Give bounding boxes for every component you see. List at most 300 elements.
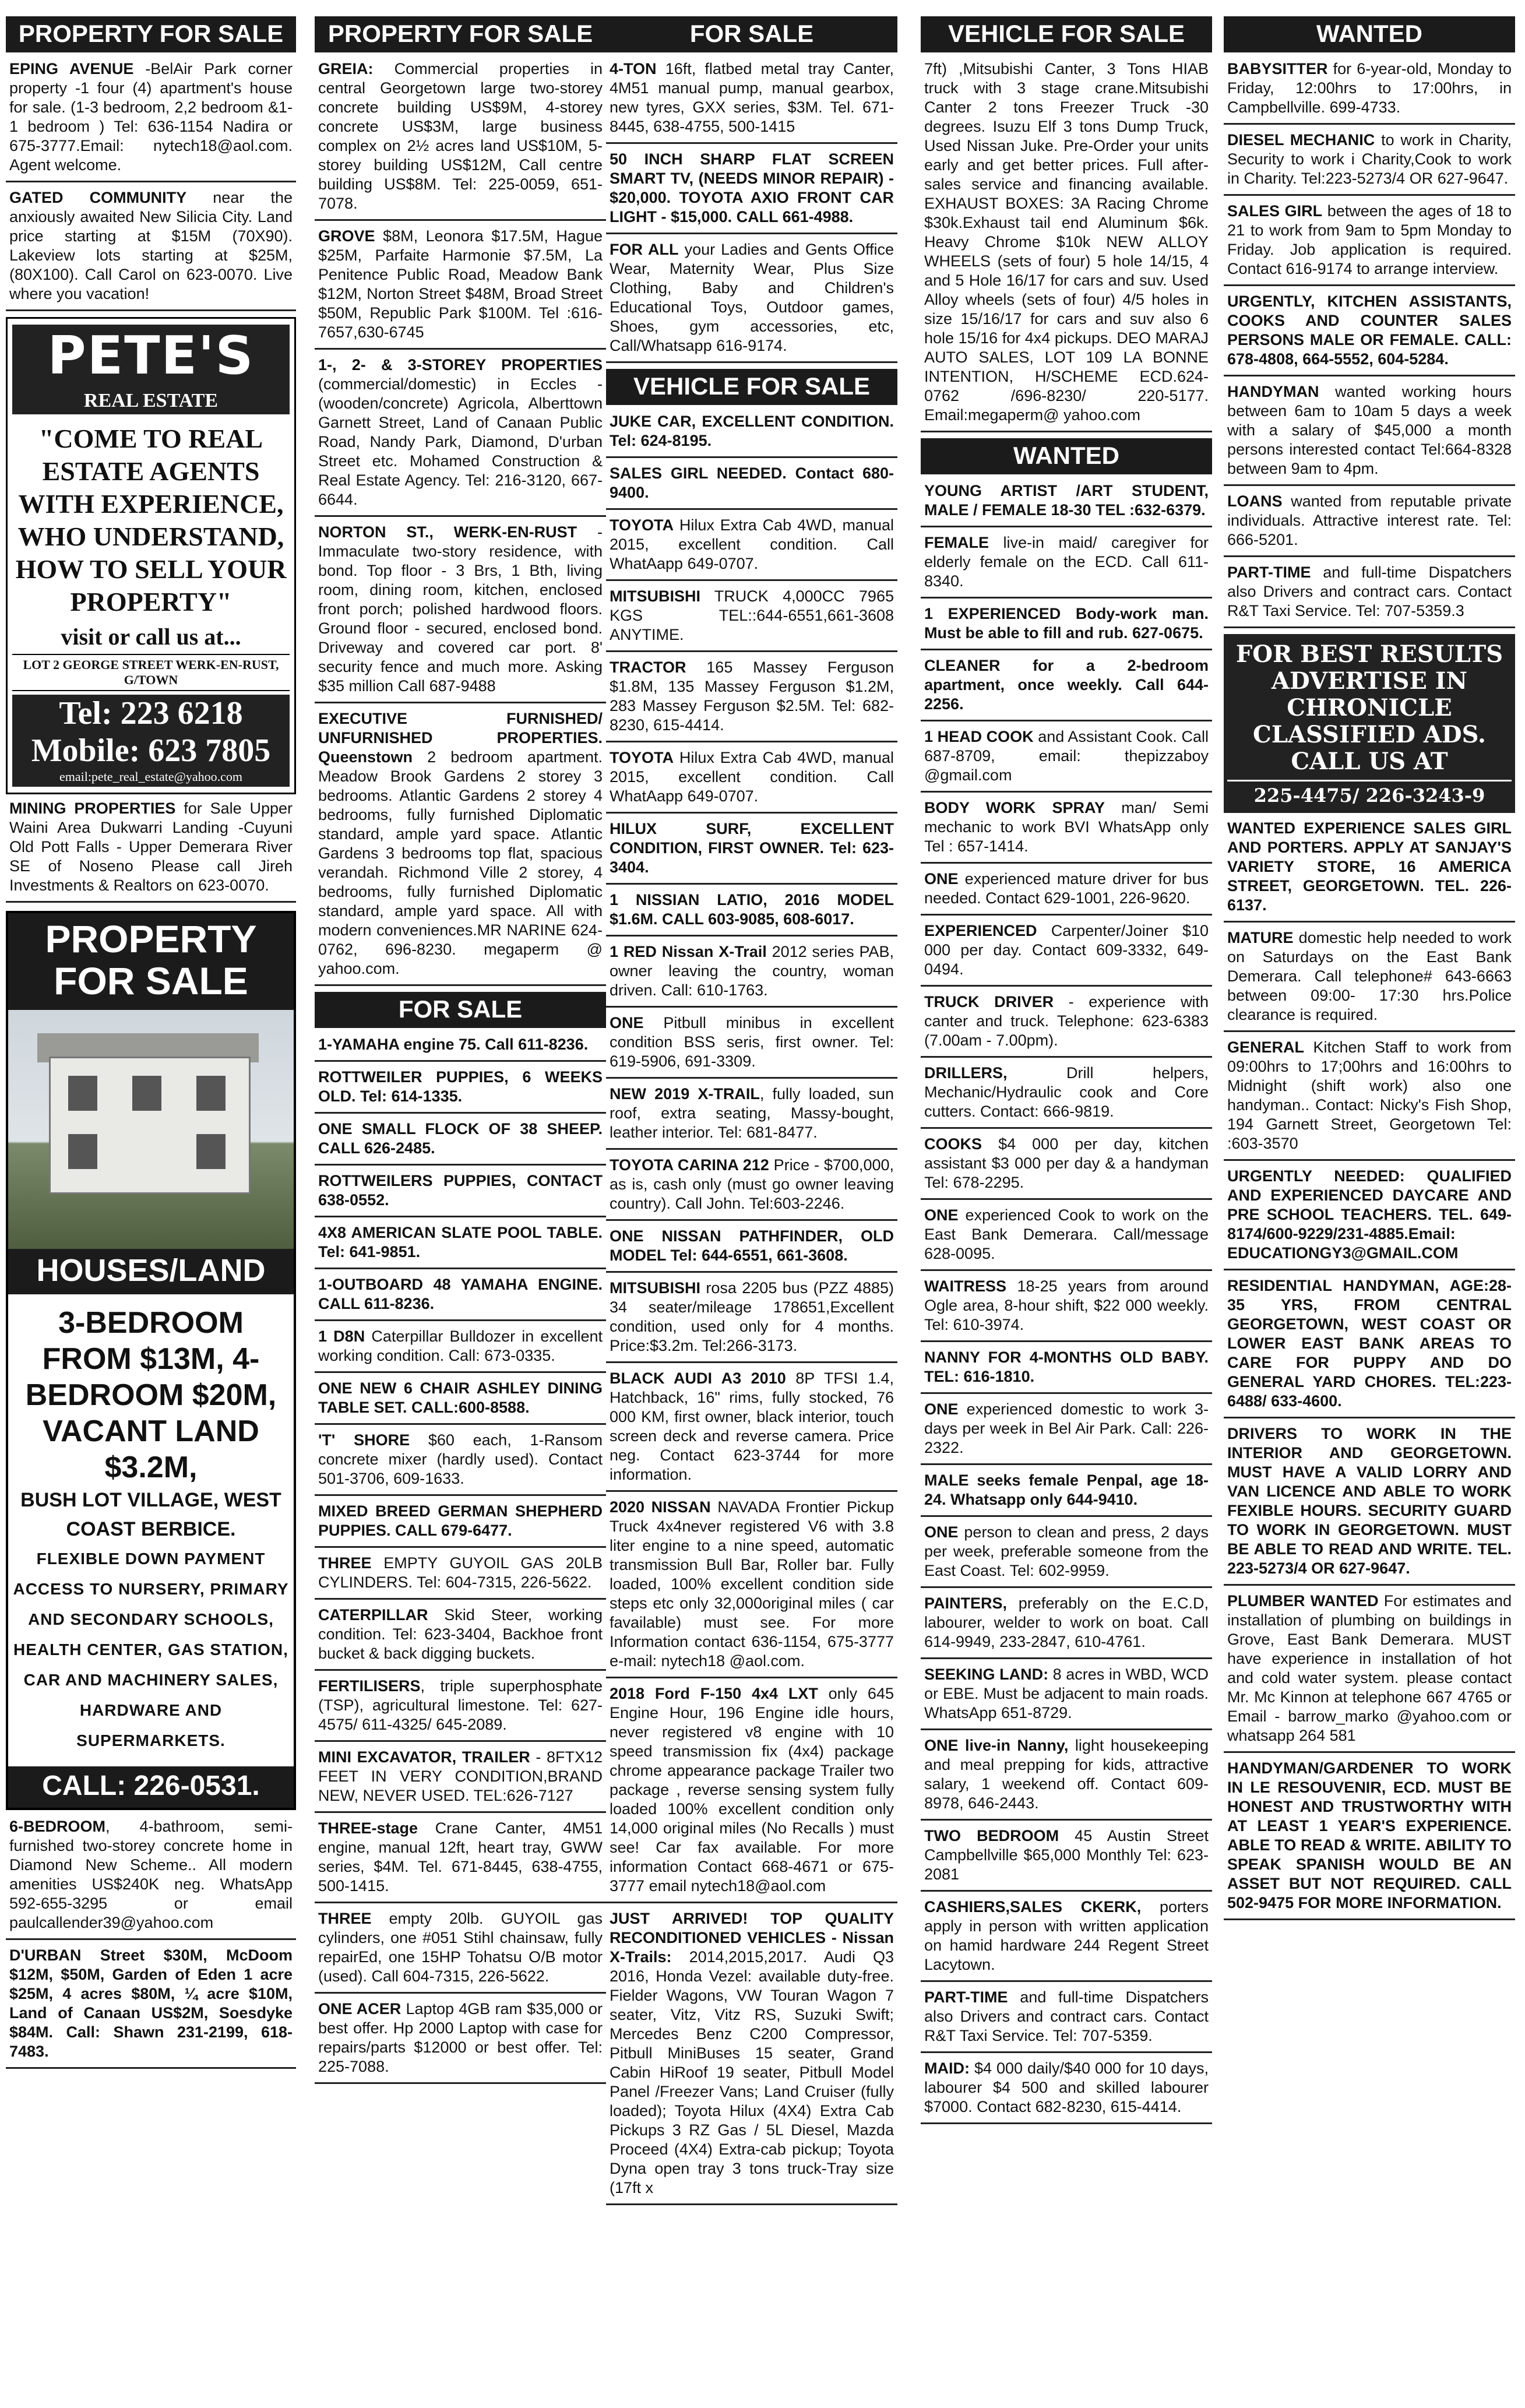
classified-ad-body: 8 acres in WBD, WCD or EBE. Must be adjacent to main roads. WhatsApp 651-8729. [924, 1666, 1209, 1721]
ad-divider [921, 2122, 1212, 2124]
ad-divider [606, 1677, 897, 1678]
petes-email: email:pete_real_estate@yahoo.com [12, 769, 290, 787]
ad-divider [606, 1148, 897, 1150]
classified-ad-lead: CLEANER for a 2-bedroom apartment, once weekly. Call 644-2256. [924, 657, 1209, 713]
classified-ad [315, 1502, 606, 1540]
classified-ad [606, 658, 897, 735]
classified-ad [921, 921, 1212, 979]
ad-divider [1224, 1417, 1515, 1418]
classified-ad [1224, 1038, 1515, 1153]
classified-ad-body: - 8FTX12 FEET IN VERY CONDITION,BRAND NEW, NEVER USED. TEL:626-7127 [318, 1748, 603, 1804]
classified-ad [921, 1471, 1212, 1509]
classified-ad [315, 709, 606, 978]
ad-list [606, 412, 897, 2205]
section-heading: VEHICLE FOR SALE [921, 16, 1212, 52]
classified-ad-lead: ONE [924, 1523, 959, 1541]
classified-ad-lead: ONE [924, 1400, 959, 1418]
ad-divider [315, 2082, 606, 2084]
classified-ad-lead: ROTTWEILERS PUPPIES, CONTACT 638-0552. [318, 1172, 603, 1209]
ad-divider [315, 1423, 606, 1425]
offer-call: CALL: 226-0531. [8, 1766, 294, 1808]
classified-ad-body: Crane Canter, 4M51 engine, manual 12ft, heart tray, GWW series, $4M. Tel. 671-8445, 638-4755, 500-1415. [318, 1819, 603, 1895]
classified-ad [921, 1400, 1212, 1458]
ad-divider [315, 1811, 606, 1813]
classified-ad-lead: NANNY FOR 4-MONTHS OLD BABY. TEL: 616-1810. [924, 1349, 1209, 1385]
ad-divider [606, 650, 897, 652]
ad-divider [606, 1006, 897, 1008]
ad-divider [1224, 194, 1515, 196]
classified-ad-body: and Assistant Cook. Call 687-8709, email: thepizzaboy @gmail.com [924, 728, 1209, 784]
classified-ad-body: for 6-year-old, Monday to Friday, 12:00hrs to 17:00hrs, in Campbellville. 699-4733. [1227, 60, 1512, 116]
ad-divider [921, 1392, 1212, 1394]
classified-ad [6, 59, 296, 175]
ad-divider [1224, 375, 1515, 376]
classified-ad-body: EMPTY GUYOIL GAS 20LB CYLINDERS. Tel: 604-7315, 226-5622. [318, 1554, 603, 1591]
classified-ad-body: 18-25 years from around Ogle area, 8-hour shift, $22 000 weekly. Tel: 610-3974. [924, 1277, 1209, 1333]
classified-ad-lead: ONE ACER [318, 2000, 401, 2018]
ad-list [606, 59, 897, 363]
ad-divider [606, 1219, 897, 1221]
classified-ad-lead: MALE seeks female Penpal, age 18-24. Whatsapp only 644-9410. [924, 1471, 1209, 1508]
classified-ad [606, 1279, 897, 1356]
classified-ad [1224, 1276, 1515, 1411]
classified-ad [606, 1013, 897, 1071]
ad-divider [6, 901, 296, 903]
classified-ad-lead: JUST ARRIVED! TOP QUALITY RECONDITIONED VEHICLES - Nissan X-Trails: [610, 1910, 894, 1966]
classified-ad [921, 1523, 1212, 1580]
petes-visit: visit or call us at... [61, 624, 241, 650]
classified-ad-body: your Ladies and Gents Office Wear, Maternity Wear, Plus Size Clothing, Baby and Children's Educational Toys, Outdoor games, Shoes, gym accessories, etc, Call/Whatsapp 616-9174. [610, 241, 894, 354]
ad-divider [1224, 555, 1515, 557]
classified-ad-body: 45 Austin Street Campbellville $65,000 Monthly Tel: 623-2081 [924, 1827, 1209, 1883]
classified-ad-lead: TWO BEDROOM [924, 1827, 1059, 1844]
ad-divider [1224, 123, 1515, 125]
classified-ad [315, 523, 606, 696]
classified-ad [921, 1135, 1212, 1192]
classified-ad [1224, 1592, 1515, 1745]
ad-divider [315, 1494, 606, 1496]
ad-list [921, 59, 1212, 432]
classified-ad-body: Pitbull minibus in excellent condition BSS seris, first owner. Tel: 619-5906, 691-3309. [610, 1014, 894, 1070]
classified-ad-body: , 4-bathroom, semi-furnished two-storey concrete home in Diamond New Scheme.. All modern amenities US$240K neg. WhatsApp 592-655-3295 or email paulcallender39@yahoo.com [9, 1818, 293, 1931]
classified-ad-body: 2012 series PAB, owner leaving the country, woman driven. Call: 610-1763. [610, 943, 894, 999]
classified-ad-lead: ONE live-in Nanny, [924, 1737, 1069, 1754]
classified-ad [606, 59, 897, 136]
classified-ad-lead: EPING AVENUE [9, 60, 134, 78]
classified-ad-lead: THREE [318, 1554, 372, 1572]
ad-divider [315, 1669, 606, 1671]
petes-mobile: Mobile: 623 7805 [12, 732, 290, 769]
classified-ad [606, 464, 897, 502]
section-heading: FOR SALE [315, 992, 606, 1028]
classified-ad-lead: 50 INCH SHARP FLAT SCREEN SMART TV, (NEEDS MINOR REPAIR) - $20,000. TOYOTA AXIO FRONT CAR LIGHT - $15,000. CALL 661-4988. [610, 150, 894, 226]
ad-list [315, 1035, 606, 2084]
ad-divider [606, 508, 897, 510]
classified-ad-body: experienced Cook to work on the East Bank Demerara. Call/message 628-0095. [924, 1206, 1209, 1262]
classified-ad [606, 1085, 897, 1142]
classified-ad-body: near the anxiously awaited New Silicia City. Land price starting at $15M (70X90). Lakeview lots starting at $25M, (80X100). Call Carol on 623-0070. Live where you vacation! [9, 189, 293, 302]
ad-divider [921, 649, 1212, 650]
classified-ad [1224, 1759, 1515, 1913]
ad-divider [315, 1740, 606, 1742]
classified-ad-body: $4 000 per day, kitchen assistant $3 000 per day & a handyman Tel: 678-2295. [924, 1135, 1209, 1191]
classified-ad-lead: 'T' SHORE [318, 1431, 410, 1449]
classified-ad-lead: TOYOTA [610, 516, 674, 534]
section-heading: FOR SALE [606, 16, 897, 52]
classified-ad [1224, 819, 1515, 915]
ad-divider [315, 1268, 606, 1269]
chronicle-promo [1224, 634, 1515, 813]
ad-divider [606, 361, 897, 363]
classified-ad-lead: JUKE CAR, EXCELLENT CONDITION. Tel: 624-8195. [610, 413, 894, 449]
classified-ad-body: preferably on the E.C.D, labourer, welder to work on boat. Call 614-9949, 233-2847, 610-4761. [924, 1594, 1209, 1650]
classified-ad [606, 240, 897, 355]
classified-ad-lead: ONE NISSAN PATHFINDER, OLD MODEL Tel: 644-6551, 661-3608. [610, 1227, 894, 1264]
offer-location: BUSH LOT VILLAGE, WEST COAST BERBICE. [20, 1489, 281, 1540]
ad-divider [606, 2203, 897, 2205]
classified-ad-lead: 1-YAMAHA engine 75. Call 611-8236. [318, 1036, 589, 1053]
classified-ad-lead: TOYOTA [610, 749, 674, 766]
classified-ad [1224, 202, 1515, 279]
ad-divider [1224, 1918, 1515, 1920]
classified-ad-body: TRUCK 4,000CC 7965 KGS TEL::644-6551,661-3608 ANYTIME. [610, 587, 894, 643]
column-4 [921, 16, 1212, 2400]
ad-list [6, 59, 296, 311]
ad-divider [921, 1269, 1212, 1271]
classified-ad-lead: GREIA: [318, 60, 374, 78]
ad-divider [921, 1056, 1212, 1058]
classified-ad [315, 1119, 606, 1158]
classified-ad [606, 150, 897, 227]
classified-ad [315, 1327, 606, 1365]
classified-ad-lead: 2018 Ford F-150 4x4 LXT [610, 1685, 818, 1702]
classified-ad-lead: MAID: [924, 2060, 970, 2077]
classified-ad-lead: URGENTLY, KITCHEN ASSISTANTS, COOKS AND COUNTER SALES PERSONS MALE OR FEMALE. CALL: 678-4808, 664-5552, 604-5284. [1227, 293, 1512, 368]
classified-ad [315, 1223, 606, 1262]
classified-ad [606, 1498, 897, 1671]
classified-ad-lead: NORTON ST., WERK-EN-RUST [318, 523, 577, 541]
classified-ad-body: wanted working hours between 6am to 10am 5 days a week with a salary of $45,000 a month persons interested contact Tel:664-8328 between 9am to 4pm. [1227, 383, 1512, 477]
column-5 [1224, 16, 1515, 2400]
petes-logo: PETE'S [12, 325, 290, 388]
classified-ad-lead: HILUX SURF, EXCELLENT CONDITION, FIRST OWNER. Tel: 623-3404. [610, 820, 894, 876]
ad-divider [1224, 626, 1515, 628]
classified-ad-body: $60 each, 1-Ransom concrete mixer (hardly used). Contact 501-3706, 609-1633. [318, 1431, 603, 1487]
houses-land-banner: HOUSES/LAND [8, 1249, 294, 1294]
classified-ad [921, 1594, 1212, 1652]
ad-divider [315, 1371, 606, 1373]
classified-ad-lead: DRILLERS, [924, 1064, 1008, 1082]
classified-ad-body: 7ft) ,Mitsubishi Canter, 3 Tons HIAB truck with 3 stage crane.Mitsubishi Canter 2 tons Freezer Truck -30 degrees. Isuzu Elf 3 tons Dump Truck, Used Nissan Juke. Pre-Order your units early and get better prices. Full after-sales service and financing available. EXHAUST BOXES: 3A Racing Chrome $30k.Exhaust tail end Aluminum $6k. Heavy Chrome $10k NEW ALLOY WHEELS (sets of four) 5 hole 14/15, 4 and 5 Hole 16/17 for cars and suv. Used Alloy wheels (sets of four) 4/5 holes in size 15/16/17 for cars and suv also 6 hole 15/16 for 4x4 pickups. DEO MARAJ AUTO SALES, LOT 109 LA BONNE INTENTION, H/SCHEME ECD.624-0762 /696-8230/ 220-5177. Email:megaperm@ yahoo.com [924, 60, 1209, 424]
classified-ad-lead: MINI EXCAVATOR, TRAILER [318, 1748, 530, 1766]
classified-ad-body: Hilux Extra Cab 4WD, manual 2015, excellent condition. Call WhatAapp 649-0707. [610, 516, 894, 572]
classified-ad [315, 1819, 606, 1896]
classified-ad-body: and full-time Dispatchers also Drivers and contract cars. Contact R&T Taxi Service. Tel: 707-5359. [924, 1988, 1209, 2044]
classified-ad-lead: 6-BEDROOM [9, 1818, 106, 1835]
petes-tel: Tel: 223 6218 [12, 695, 290, 732]
ad-list [1224, 59, 1515, 628]
classified-ad-body: experienced domestic to work 3-days per week in Bel Air Park. Call: 226-2322. [924, 1400, 1209, 1456]
classified-ad [606, 516, 897, 573]
classified-ad-lead: THREE [318, 1910, 372, 1927]
classified-ad-body: 2014,2015,2017. Audi Q3 2016, Honda Vezel: available duty-free. Fielder Wagons, VW Touran Wagon 7 seater, Vitz, Vitz RS, Suzuki Swift; Mercedes Benz C200 Compressor, Pitbull MiniBuses 15 seater, Grand Cabin HiRoof 19 seater, Pitbull Model Panel /Freezer Vans; Land Cruiser (fully loaded); Toyota Hilux (4X4) Extra Cab Pickups 3 RZ Gas / 5L Diesel, Mazda Proceed (4X4) Extra-cab pickup; Toyota Dyna open tray 3 tons truck-Tray size (17ft x [610, 1948, 894, 2196]
ad-divider [315, 1164, 606, 1166]
ad-divider [315, 1060, 606, 1062]
section-heading: PROPERTY FOR SALE [6, 16, 296, 52]
classified-ad-lead: PART-TIME [924, 1988, 1008, 2006]
classified-ad-lead: PLUMBER WANTED [1227, 1592, 1379, 1610]
ad-divider [921, 1890, 1212, 1892]
classified-ad-body: light housekeeping and meal prepping for kids, attractive salary, 1 weekend off. Contact 609-8978, 646-2443. [924, 1737, 1209, 1812]
classified-ad [315, 1748, 606, 1805]
classified-ad-lead: ONE [924, 1206, 959, 1224]
ad-list [921, 481, 1212, 2124]
classified-ad [315, 1068, 606, 1106]
classified-ad-body: only 645 Engine Hour, 196 Engine idle hours, never registered v8 engine with 10 speed transmission fix (4x4) package chrome appearance package Trailer two package , reverse sensing system fully loaded 100% excellent condition only 14,000 original miles (No Recalls ) must see! Car fax available. For more information Contact 668-4671 or 675-3777 email nytech18@aol.com [610, 1685, 894, 1895]
petes-address: LOT 2 GEORGE STREET WERK-EN-RUST, G/TOWN [12, 654, 290, 691]
ad-divider [315, 1112, 606, 1114]
ad-divider [606, 741, 897, 742]
section-heading: VEHICLE FOR SALE [606, 369, 897, 405]
classified-ad-body: -BelAir Park corner property -1 four (4) apartment's house for sale. (1-3 bedroom, 2,2 bedroom &1-1 bedroom ) Tel: 636-1154 Nadira or 675-3777.Email: nytech18@aol.com. Agent welcome. [9, 60, 293, 174]
classified-ad [921, 59, 1212, 425]
chronicle-promo-phone: 225-4475/ 226-3243-9 [1227, 780, 1512, 806]
ad-divider [921, 1127, 1212, 1129]
classified-ad [921, 727, 1212, 785]
classified-ad [921, 1348, 1212, 1386]
classified-ad-lead: HANDYMAN [1227, 383, 1319, 400]
column-3 [606, 16, 897, 2400]
classified-ad-body: , fully loaded, sun roof, extra seating, Massy-bought, leather interior. Tel: 681-8477. [610, 1085, 894, 1141]
ad-divider [606, 1490, 897, 1492]
chronicle-promo-text: FOR BEST RESULTS ADVERTISE IN CHRONICLE CLASSIFIED ADS. CALL US AT [1235, 640, 1503, 775]
ad-list [6, 1817, 296, 2069]
classified-ad-lead: PART-TIME [1227, 564, 1311, 581]
classified-ad [1224, 1167, 1515, 1263]
classified-ad-lead: MATURE [1227, 929, 1294, 946]
classified-ad [1224, 492, 1515, 550]
classified-ad-lead: CATERPILLAR [318, 1606, 428, 1624]
ad-divider [1224, 1030, 1515, 1032]
classified-ad-lead: 4X8 AMERICAN SLATE POOL TABLE. Tel: 641-9851. [318, 1224, 603, 1261]
ad-divider [606, 1902, 897, 1903]
classified-ad-lead: NEW 2019 X-TRAIL [610, 1085, 760, 1103]
classified-ad [921, 604, 1212, 643]
ad-divider [921, 1463, 1212, 1465]
classified-ad [1224, 563, 1515, 621]
classified-ad-lead: LOANS [1227, 492, 1283, 510]
classified-ad [1224, 131, 1515, 188]
ad-divider [6, 181, 296, 182]
classified-ad-body: experienced mature driver for bus needed. Contact 629-1001, 226-9620. [924, 870, 1209, 907]
classified-ad-lead: WANTED EXPERIENCE SALES GIRL AND PORTERS. APPLY AT SANJAY'S VARIETY STORE, 16 AMERICA STREET, GEORGETOWN. TEL. 226-6137. [1227, 819, 1512, 914]
ad-divider [1224, 1159, 1515, 1161]
ad-list [1224, 819, 1515, 1920]
classified-ad-body: - Immaculate two-story residence, with bond. Top floor - 3 Brs, 1 Bth, living room, dining room, kitchen, enclosed front porch; polished hardwood floors. Ground floor - secured, enclosed bond. Driveway and covered car port. 8' security fence and much more. Asking $35 million Call 687-9488 [318, 523, 603, 695]
classified-ad [1224, 382, 1515, 478]
classified-ad [315, 1606, 606, 1663]
classified-ad [315, 1999, 606, 2076]
house-building [49, 1057, 251, 1194]
classified-ad [606, 1369, 897, 1484]
ad-divider [921, 914, 1212, 916]
house-window [132, 1076, 161, 1111]
ad-divider [315, 984, 606, 986]
classified-ad-body: for Sale Upper Waini Area Dukwarri Landing -Cuyuni Old Pott Falls - Upper Demerara River SE of Noseno Please call Jireh Investments & Realtors on 623-0070. [9, 800, 293, 894]
ad-divider [921, 1728, 1212, 1730]
classified-ad [1224, 59, 1515, 117]
classified-ad-lead: 1 HEAD COOK [924, 728, 1034, 745]
classified-ad-lead: GROVE [318, 227, 375, 245]
classified-ad [6, 799, 296, 895]
classified-ad-lead: FEMALE [924, 534, 989, 551]
classified-ad-body: For estimates and installation of plumbing on buildings in Grove, East Bank Demerara. MUST have experience in installation of hot and cold water system. please contact Mr. Mc Kinnon at telephone 667 4765 or Email - barrow_marko @yahoo.com or whatsapp 264 581 [1227, 1592, 1512, 1744]
display-ad-title: PROPERTY FOR SALE [8, 913, 294, 1010]
petes-real-estate-ad [6, 317, 296, 794]
classified-ad [315, 1909, 606, 1986]
classified-ad-lead: D'URBAN Street $30M, McDoom $12M, $50M, Garden of Eden 1 acre $25M, 4 acres $80M, ¼ acre $10M, Land of Canaan US$2M, Soesdyke $84M. Call: Shawn 231-2199, 618-7483. [9, 1946, 293, 2060]
classified-ad [315, 227, 606, 342]
classified-ad-lead: ROTTWEILER PUPPIES, 6 WEEKS OLD. Tel: 614-1335. [318, 1068, 603, 1105]
classified-ad [606, 412, 897, 450]
section-heading: WANTED [1224, 16, 1515, 52]
ad-divider [606, 456, 897, 458]
ad-divider [921, 526, 1212, 527]
classified-ad-lead: COOKS [924, 1135, 982, 1153]
ad-divider [606, 1271, 897, 1273]
offer-details [8, 1294, 294, 1766]
ad-divider [315, 1992, 606, 1994]
classified-ad-lead: DRIVERS TO WORK IN THE INTERIOR AND GEORGETOWN. MUST HAVE A VALID LORRY AND VAN LICENCE AND ABLE TO WORK FEXIBLE HOURS. SECURITY GUARD TO WORK IN GEORGETOWN. MUST BE ABLE TO READ AND WRITE. TEL. 223-5273/4 OR 627-9647. [1227, 1425, 1512, 1577]
classified-ad-body: porters apply in person with written application on hamid hardware 244 Regent Street Lacytown. [924, 1898, 1209, 1973]
classified-ad-lead: 2020 NISSAN [610, 1498, 711, 1516]
classified-ad-lead: RESIDENTIAL HANDYMAN, AGE:28-35 YRS, FROM CENTRAL GEORGETOWN, WEST COAST OR LOWER EAST BANK AREAS TO CARE FOR PUPPY AND DO GENERAL YARD CHORES. TEL:223-6488/ 633-4600. [1227, 1277, 1512, 1410]
classified-ad-lead: ONE NEW 6 CHAIR ASHLEY DINING TABLE SET. CALL:600-8588. [318, 1379, 603, 1416]
ad-divider [6, 1938, 296, 1940]
classified-ad-body: 2 bedroom apartment. Meadow Brook Gardens 2 storey 3 bedrooms. Atlantic Gardens 2 storey 4 bedrooms, fully furnished Diplomatic standard, ample yard space. Atlantic Gardens 3 bedrooms top flat, spacious verandah. Richmond Ville 2 storey, 4 bedrooms, fully furnished Diplomatic standard, ample yard space. All with modern conveniences.MR NARINE 624-0762, 696-8230. megaperm @ yahoo.com. [318, 748, 603, 977]
classified-ad-lead: 1 RED Nissan X-Trail [610, 943, 767, 960]
ad-divider [606, 233, 897, 234]
ad-divider [921, 2051, 1212, 2053]
classified-ad-body: live-in maid/ caregiver for elderly female on the ECD. Call 611-8340. [924, 534, 1209, 590]
classified-ad-lead: YOUNG ARTIST /ART STUDENT, MALE / FEMALE 18-30 TEL :632-6379. [924, 482, 1209, 519]
ad-divider [315, 1216, 606, 1217]
section-heading: PROPERTY FOR SALE [315, 16, 606, 52]
ad-divider [315, 702, 606, 703]
classified-ad [315, 1275, 606, 1314]
ad-divider [606, 935, 897, 937]
classified-ad-lead: PAINTERS, [924, 1594, 1008, 1612]
classified-ad-body: Price - $700,000, as is, cash only (must go owner leaving country). Call John. Tel:603-2246. [610, 1156, 894, 1212]
classified-ad-lead: BABYSITTER [1227, 60, 1328, 78]
classified-ad-lead: GATED COMMUNITY [9, 189, 187, 206]
classified-ad-body: - experience with canter and truck. Telephone: 623-6383 (7.00am - 7.00pm). [924, 993, 1209, 1049]
classified-ad-lead: WAITRESS [924, 1277, 1007, 1295]
ad-divider [921, 791, 1212, 793]
ad-divider [921, 1657, 1212, 1659]
classified-ad-body: and full-time Dispatchers also Drivers and contract cars. Contact R&T Taxi Service. Tel: 707-5359.3 [1227, 564, 1512, 619]
house-window [68, 1134, 97, 1169]
classified-ad [606, 1909, 897, 2198]
classified-ad [921, 2059, 1212, 2117]
classified-ad [921, 1826, 1212, 1884]
classified-ad [921, 1206, 1212, 1263]
classified-ad-body: Skid Steer, working condition. Tel: 623-3404, Backhoe front bucket & back digging buckets. [318, 1606, 603, 1662]
classified-ad-lead: SALES GIRL [1227, 202, 1323, 220]
section-heading: WANTED [921, 438, 1212, 474]
classified-ad-body: Caterpillar Bulldozer in excellent working condition. Call: 673-0335. [318, 1328, 603, 1364]
classified-ad [921, 1665, 1212, 1723]
classified-ad [606, 748, 897, 806]
classified-ad-body: Hilux Extra Cab 4WD, manual 2015, excellent condition. Call WhatAapp 649-0707. [610, 749, 894, 805]
ad-divider [606, 579, 897, 581]
classified-ad-body: to work in Charity, Security to work i Charity,Cook to work in Charity. Tel:223-5273/4 OR 627-9647. [1227, 131, 1512, 187]
classified-ad-lead: 1-OUTBOARD 48 YAMAHA ENGINE. CALL 611-8236. [318, 1276, 603, 1312]
ad-divider [921, 431, 1212, 432]
classified-ad-lead: BODY WORK SPRAY [924, 799, 1105, 816]
ad-divider [6, 2067, 296, 2069]
classified-ad [921, 533, 1212, 591]
classified-ad-lead: EXPERIENCED [924, 922, 1037, 939]
classified-ad-body: person to clean and press, 2 days per week, preferable someone from the East Coast. Tel: 602-9959. [924, 1523, 1209, 1579]
classified-ad-body: rosa 2205 bus (PZZ 4885) 34 seater/mileage 178651,Excellent condition, used only for 4 months. Price:$3.2m. Tel:266-3173. [610, 1279, 894, 1354]
classified-ad-lead: ONE [924, 870, 959, 888]
classified-ad-lead: URGENTLY NEEDED: QUALIFIED AND EXPERIENCED DAYCARE AND PRE SCHOOL TEACHERS. TEL. 649-8174/600-9229/231-4885.Email: EDUCATIONGY3@GMAIL.COM [1227, 1167, 1512, 1262]
classified-ad-body: empty 20lb. GUYOIL gas cylinders, one #051 Stihl chainsaw, fully repairEd, one 15HP Tohatsu O/B motor (used). Call 604-7315, 226-5622. [318, 1910, 603, 1985]
classified-ad [921, 1736, 1212, 1813]
classified-ad-lead: TOYOTA CARINA 212 [610, 1156, 769, 1174]
classified-ad [315, 355, 606, 509]
classified-ad [315, 1379, 606, 1417]
classified-ad [606, 1227, 897, 1265]
ad-divider [921, 862, 1212, 864]
classified-ad-lead: GENERAL [1227, 1038, 1305, 1056]
property-for-sale-display-ad [6, 911, 296, 1810]
classified-ad-lead: EXECUTIVE FURNISHED/ UNFURNISHED PROPERTIES. Queenstown [318, 710, 603, 766]
classified-ad-body: (commercial/domestic) in Eccles - (wooden/concrete) Agricola, Alberttown Garnett Street, Land of Canaan Public Road, Nandy Park, Diamond, D'urban Street etc. Mohamed Construction & Real Estate Agency. Tel: 216-3120, 667-6644. [318, 375, 603, 508]
classified-ad [315, 1171, 606, 1210]
classified-ad [315, 1677, 606, 1734]
classified-ad [1224, 928, 1515, 1025]
classified-ad-body: Carpenter/Joiner $10 000 per day. Contact 609-3332, 649-0494. [924, 922, 1209, 978]
column-2 [315, 16, 606, 2400]
classified-ad [315, 1554, 606, 1592]
classified-ad-body: $4 000 daily/$40 000 for 10 days, labourer $4 500 and skilled labourer $7000. Contact 682-8230, 615-4414. [924, 2060, 1209, 2115]
classified-ad-lead: THREE-stage [318, 1819, 418, 1837]
classified-ad [921, 481, 1212, 520]
classified-ad-body: Commercial properties in central Georgetown large two-storey concrete building US$9M, 4-storey concrete US$3M, large business complex on 2½ acres land US$10M, 5-storey building US$12M, Call centre building US$8M. Tel: 225-0059, 651-7078. [318, 60, 603, 212]
ad-divider [1224, 284, 1515, 286]
ad-divider [921, 1515, 1212, 1517]
ad-divider [921, 1586, 1212, 1588]
classified-ad [921, 656, 1212, 714]
ad-divider [606, 142, 897, 144]
house-photo [8, 1010, 294, 1249]
ad-divider [606, 883, 897, 885]
classified-ad-lead: SALES GIRL NEEDED. Contact 680-9400. [610, 464, 894, 501]
ad-divider [315, 1902, 606, 1903]
house-window [196, 1076, 226, 1111]
ad-divider [921, 1198, 1212, 1200]
classified-ad-body: wanted from reputable private individuals. Attractive interest rate. Tel: 666-5201. [1227, 492, 1512, 548]
house-window [196, 1134, 226, 1169]
petes-tagline: "COME TO REAL ESTATE AGENTS WITH EXPERIENCE, WHO UNDERSTAND, HOW TO SELL YOUR PROPERTY" [15, 424, 287, 617]
classified-ad-body: Kitchen Staff to work from 09:00hrs to 17;00hrs and 16:00hrs to Midnight (shift work) also one handyman.. Contact: Nicky's Fish Shop, 194 Garnett Street, Georgetown Tel: :603-3570 [1227, 1038, 1512, 1152]
classified-ad [606, 819, 897, 877]
classified-ad [921, 1277, 1212, 1335]
classified-ad-lead: MITSUBISHI [610, 1279, 701, 1297]
classified-ad [921, 1897, 1212, 1974]
